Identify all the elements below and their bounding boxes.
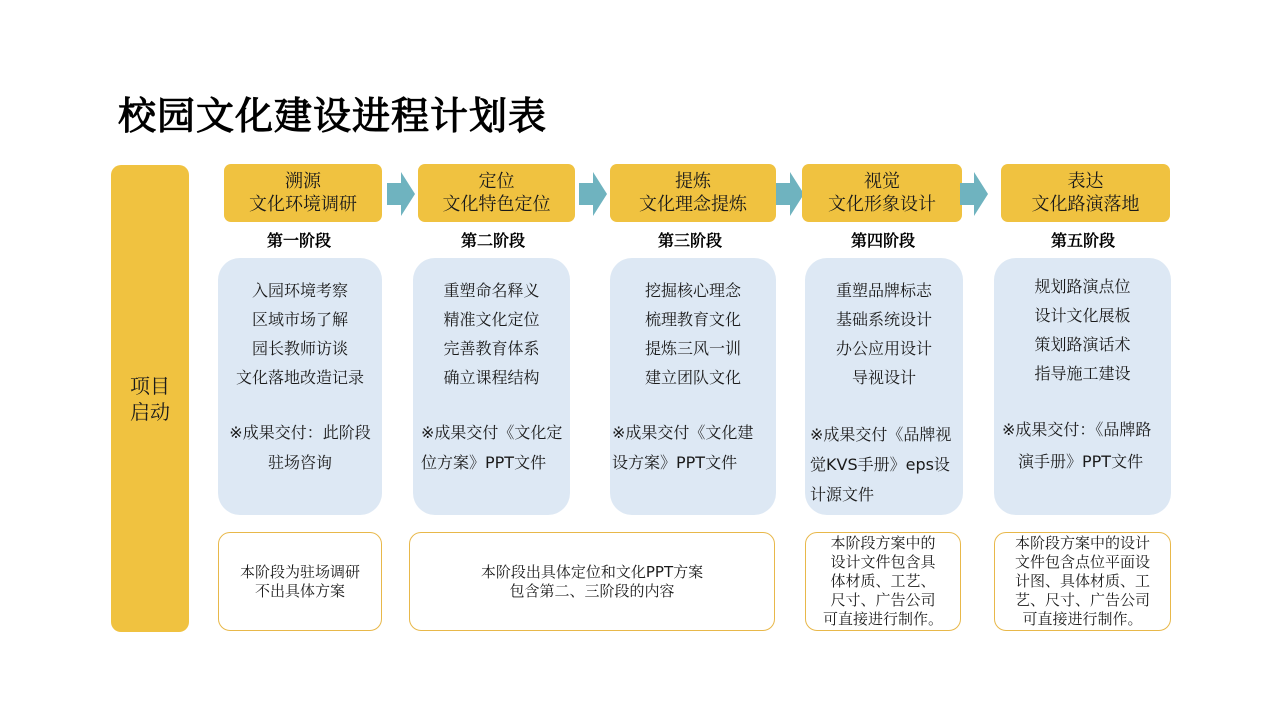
phase-5-deliverable: ※成果交付：《品牌路 演手册》PPT文件 [1002, 420, 1152, 471]
phase-2-item: 重塑命名释义 [443, 281, 540, 300]
phase-4-name: 视觉 [864, 171, 900, 192]
start-label-line2: 启动 [130, 399, 170, 424]
phase-1-item: 文化落地改造记录 [235, 368, 364, 387]
phase-3-item: 建立团队文化 [644, 368, 741, 387]
phase-3-header [610, 164, 776, 222]
phase-5-item: 设计文化展板 [1034, 306, 1131, 325]
right-arrow-icon [776, 170, 804, 218]
phase-5-stage: 第五阶段 [1050, 231, 1115, 250]
phase-3-card [610, 258, 776, 515]
phase-4-header [802, 164, 962, 222]
phase-1-item: 园长教师访谈 [251, 339, 348, 358]
phase-1-note: 本阶段为驻场调研 不出具体方案 [218, 532, 382, 631]
phase-1-subtitle: 文化环境调研 [249, 194, 357, 215]
phase-5-name: 表达 [1067, 171, 1104, 192]
phase-5-note: 本阶段方案中的设计 文件包含点位平面设 计图、具体材质、工 艺、尺寸、广告公司 可直接进行制作。 [994, 532, 1171, 631]
phase-2-name: 定位 [478, 171, 515, 192]
phase-1-deliverable: ※成果交付：此阶段 驻场咨询 [229, 423, 371, 472]
phase-1-item: 区域市场了解 [251, 310, 348, 329]
phase-5-card [994, 258, 1171, 515]
phase-4-item: 基础系统设计 [835, 310, 932, 329]
page-title: 校园文化建设进程计划表 [118, 94, 548, 138]
phase-3-item: 挖掘核心理念 [644, 281, 741, 300]
phase-4-card [805, 258, 963, 515]
phase-2-3-note: 本阶段出具体定位和文化PPT方案 包含第二、三阶段的内容 [409, 532, 775, 631]
phase-2-item: 完善教育体系 [443, 339, 540, 358]
phase-4-stage: 第四阶段 [850, 231, 915, 250]
start-label-line1: 项目 [130, 373, 170, 398]
right-arrow-icon [579, 170, 607, 218]
phase-4-item: 重塑品牌标志 [835, 281, 932, 300]
phase-2-header [418, 164, 575, 222]
phase-1-header [224, 164, 382, 222]
phase-5-item: 指导施工建设 [1034, 364, 1131, 383]
phase-3-item: 提炼三风一训 [644, 339, 741, 358]
phase-5-subtitle: 文化路演落地 [1031, 194, 1140, 215]
phase-2-deliverable: ※成果交付《文化定 位方案》PPT文件 [421, 423, 563, 472]
phase-5-header [1001, 164, 1170, 222]
project-start-bar [111, 165, 189, 632]
phase-1-stage: 第一阶段 [266, 231, 331, 250]
phase-2-subtitle: 文化特色定位 [442, 194, 551, 215]
phase-1-item: 入园环境考察 [251, 281, 348, 300]
right-arrow-icon [960, 170, 988, 218]
phase-4-item: 办公应用设计 [835, 339, 932, 358]
phase-3-deliverable: ※成果交付《文化建 设方案》PPT文件 [612, 423, 754, 472]
right-arrow-icon [387, 170, 415, 218]
phase-2-stage: 第二阶段 [460, 231, 525, 250]
phase-3-subtitle: 文化理念提炼 [639, 194, 747, 215]
phase-3-item: 梳理教育文化 [644, 310, 741, 329]
phase-2-card [413, 258, 570, 515]
phase-4-note: 本阶段方案中的 设计文件包含具 体材质、工艺、 尺寸、广告公司 可直接进行制作。 [805, 532, 961, 631]
phase-5-item: 规划路演点位 [1034, 277, 1131, 296]
phase-3-name: 提炼 [675, 171, 711, 192]
phase-4-item: 导视设计 [851, 368, 916, 387]
phase-2-item: 精准文化定位 [443, 310, 540, 329]
phase-3-stage: 第三阶段 [657, 231, 722, 250]
phase-1-name: 溯源 [285, 171, 321, 192]
phase-4-deliverable: ※成果交付《品牌视 觉KVS手册》eps设 计源文件 [810, 425, 952, 504]
phase-4-subtitle: 文化形象设计 [828, 194, 936, 215]
phase-5-item: 策划路演话术 [1034, 335, 1131, 354]
phase-1-card [218, 258, 382, 515]
phase-2-item: 确立课程结构 [443, 368, 540, 387]
